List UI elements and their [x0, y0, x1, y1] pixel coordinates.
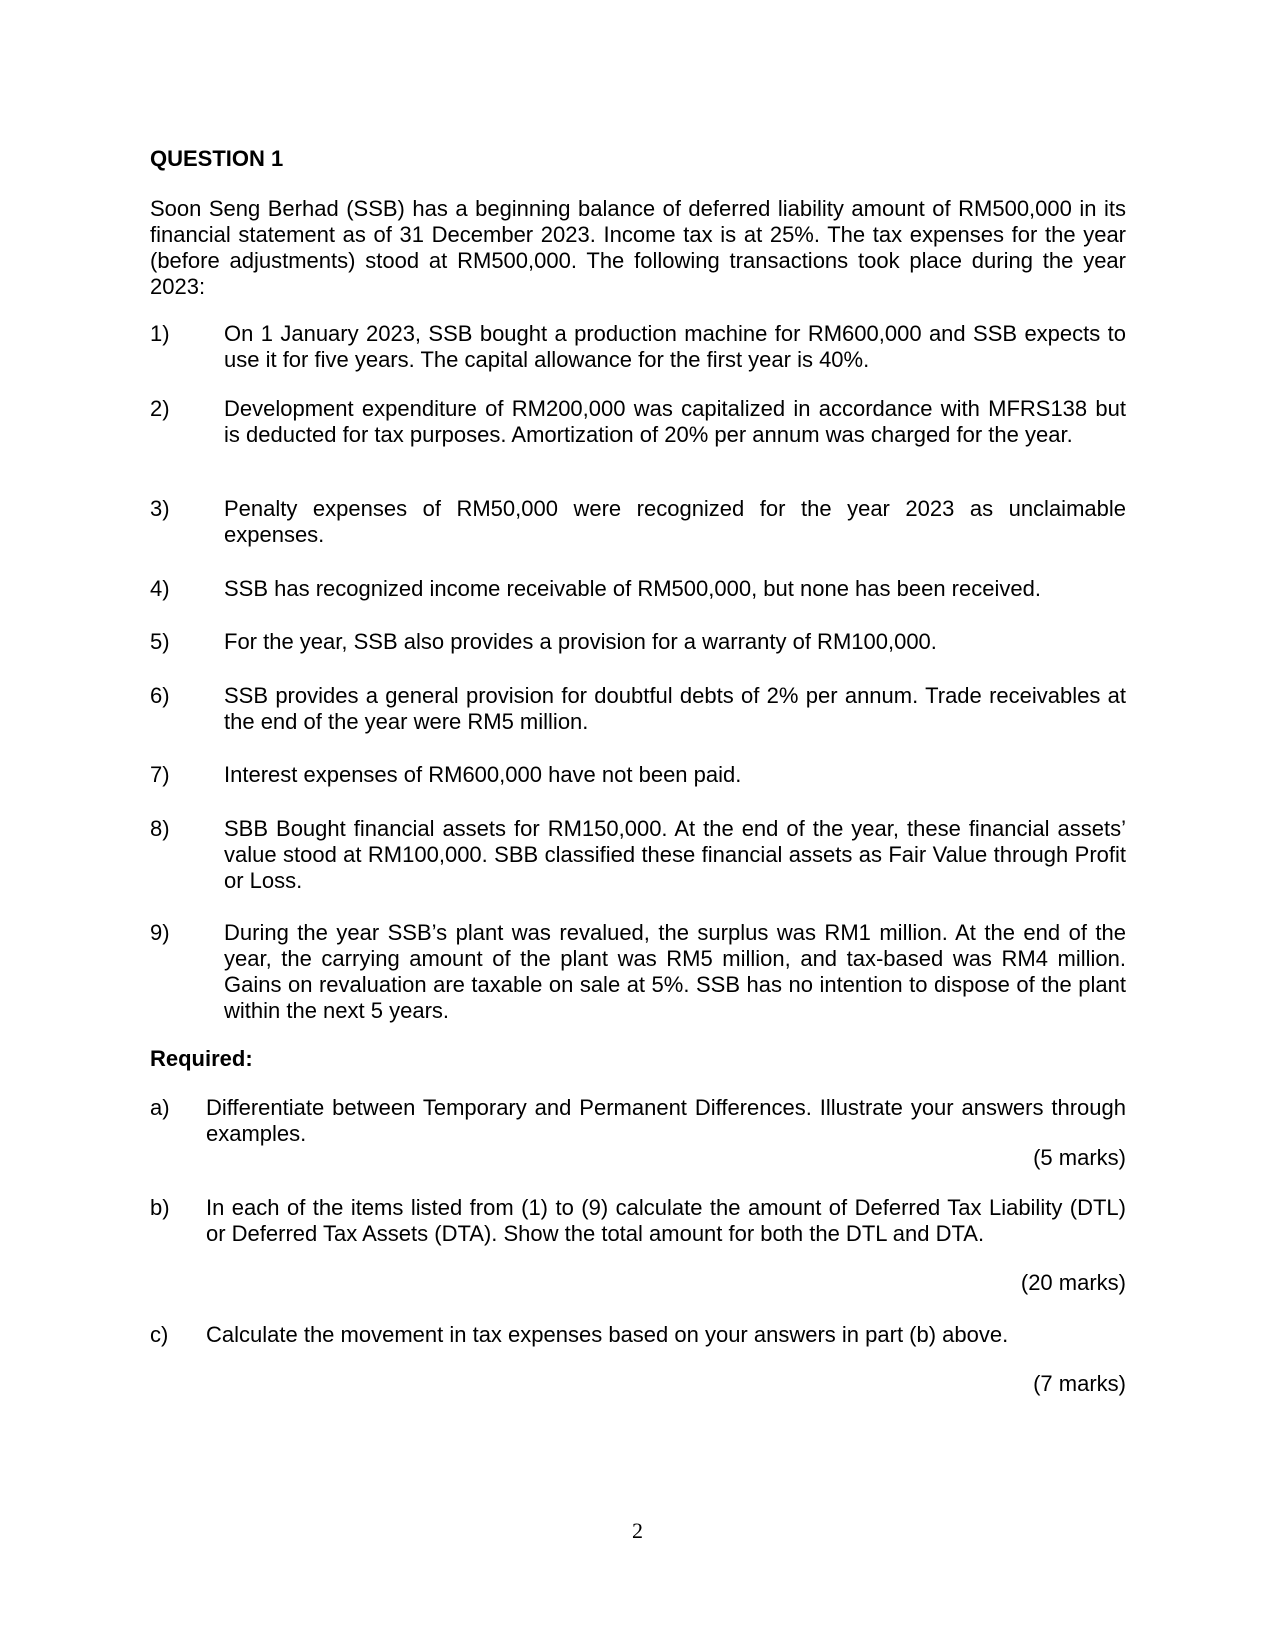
marks-label: (20 marks)	[1020, 1270, 1126, 1295]
page-number: 2	[632, 1518, 643, 1543]
item-number: 7)	[150, 762, 170, 787]
item-text: Penalty expenses of RM50,000 were recognized for the year 2023 as unclaimable expenses.	[224, 496, 1126, 547]
item-number: 1)	[150, 321, 170, 346]
item-text: SBB Bought financial assets for RM150,000. At the end of the year, these financial assets’ value stood at RM100,000. SBB classified these financial assets as Fair Value through Profit or Loss.	[224, 816, 1126, 893]
required-text: In each of the items listed from (1) to (9) calculate the amount of Deferred Tax Liability (DTL) or Deferred Tax Assets (DTA). Show the total amount for both the DTL and DTA.	[206, 1195, 1126, 1246]
item-number: 9)	[150, 920, 170, 945]
item-text: For the year, SSB also provides a provision for a warranty of RM100,000.	[224, 629, 937, 654]
item-text: SSB provides a general provision for doubtful debts of 2% per annum. Trade receivables at the end of the year were RM5 million.	[224, 683, 1126, 734]
required-title: Required:	[150, 1046, 253, 1071]
question-title: QUESTION 1	[150, 146, 284, 171]
item-number: 6)	[150, 683, 170, 708]
required-text: Differentiate between Temporary and Permanent Differences. Illustrate your answers through examples.	[206, 1095, 1126, 1146]
item-number: 3)	[150, 496, 170, 521]
item-text: During the year SSB’s plant was revalued, the surplus was RM1 million. At the end of the year, the carrying amount of the plant was RM5 million, and tax-based was RM4 million. Gains on revaluation are taxable on sale at 5%. SSB has no intention to dispose of the plant within the next 5 years.	[224, 920, 1126, 1023]
required-label: b)	[150, 1195, 170, 1220]
item-text: Development expenditure of RM200,000 was capitalized in accordance with MFRS138 but is deducted for tax purposes. Amortization of 20% per annum was charged for the year.	[224, 396, 1126, 447]
item-number: 5)	[150, 629, 170, 654]
required-label: c)	[150, 1322, 169, 1347]
item-number: 2)	[150, 396, 170, 421]
item-text: SSB has recognized income receivable of RM500,000, but none has been received.	[224, 576, 1041, 601]
item-number: 8)	[150, 816, 170, 841]
item-text: Interest expenses of RM600,000 have not been paid.	[224, 762, 742, 787]
marks-label: (5 marks)	[1033, 1145, 1126, 1170]
marks-label: (7 marks)	[1033, 1371, 1126, 1396]
intro-paragraph: Soon Seng Berhad (SSB) has a beginning balance of deferred liability amount of RM500,000 in its financial statement as of 31 December 2023. Income tax is at 25%. The tax expenses for the year (before adjustments) stood at RM500,000. The following transactions took place during the year 2023:	[150, 196, 1126, 299]
item-number: 4)	[150, 576, 170, 601]
item-text: On 1 January 2023, SSB bought a production machine for RM600,000 and SSB expects to use it for five years. The capital allowance for the first year is 40%.	[224, 321, 1126, 372]
required-label: a)	[150, 1095, 170, 1120]
required-text: Calculate the movement in tax expenses based on your answers in part (b) above.	[206, 1322, 1009, 1347]
